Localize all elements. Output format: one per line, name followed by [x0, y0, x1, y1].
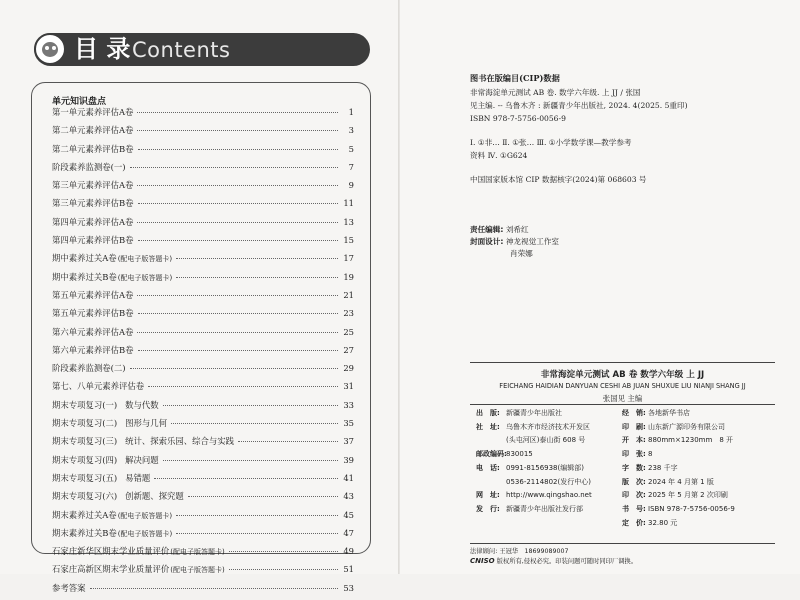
toc-page: 33 — [343, 399, 354, 410]
toc-row — [52, 380, 354, 398]
toc-title: 石家庄高新区期末学业质量评价 — [52, 564, 170, 575]
pub-label: 邮政编码: — [476, 450, 507, 459]
pub-value: 0991-8156938(编辑部) — [506, 463, 584, 472]
toc-row — [52, 527, 354, 545]
toc-leader — [163, 460, 338, 461]
toc-subtitle: 数与代数 — [125, 399, 159, 410]
cip-line: 非常海淀单元测试 AB 卷. 数学六年级. 上 JJ / 张国 — [470, 88, 641, 97]
toc-row — [52, 399, 354, 417]
toc-leader — [138, 149, 338, 150]
cip-class: 资料 Ⅳ. ①G624 — [470, 151, 528, 160]
toc-row — [52, 106, 354, 124]
toc-leader — [148, 386, 338, 387]
pub-value: 880mm×1230mm 8 开 — [648, 436, 733, 445]
toc-row — [52, 197, 354, 215]
pub-info-row — [622, 408, 690, 418]
toc-title: 阶段素养监测卷(二) — [52, 363, 126, 374]
toc-leader — [137, 112, 338, 113]
toc-page: 23 — [343, 308, 354, 319]
cip-title: 图书在版编目(CIP)数据 — [470, 73, 560, 83]
toc-subtitle: 易错题 — [125, 472, 151, 483]
pub-info-row — [622, 490, 728, 500]
toc-tag: (配电子版答题卡) — [117, 511, 173, 520]
toc-title: 第三单元素养评估B卷 — [52, 198, 134, 209]
toc-title: 期末专项复习(一) — [52, 399, 118, 410]
toc-title: 期中素养过关A卷 — [52, 253, 117, 264]
toc-page: 37 — [343, 436, 354, 447]
pub-label: 印 次: — [622, 491, 646, 500]
pub-info-row — [622, 518, 677, 528]
toc-row — [52, 344, 354, 362]
table-of-contents — [52, 106, 354, 600]
toc-title: 第四单元素养评估B卷 — [52, 235, 134, 246]
pub-info-row — [476, 408, 562, 418]
toc-leader — [176, 258, 338, 259]
divider — [470, 362, 775, 363]
pub-value: 乌鲁木齐市经济技术开发区 — [506, 422, 590, 431]
toc-title: 期末专项复习(五) — [52, 472, 118, 483]
pub-value: 830015 — [506, 450, 533, 459]
pub-info-row — [622, 477, 714, 487]
toc-title: 第七、八单元素养评估卷 — [52, 381, 145, 392]
cip-isbn: ISBN 978-7-5756-0056-9 — [470, 114, 566, 123]
pub-label: 出 版: — [476, 409, 500, 417]
banner-title-cn: 目 录 — [74, 35, 131, 63]
toc-page: 17 — [343, 253, 354, 264]
pub-label: 发 行: — [476, 504, 500, 513]
toc-page: 49 — [343, 546, 354, 557]
pub-label: 网 址: — [476, 491, 500, 500]
copyright-line: CNISO 版权所有,侵权必究。印装问题可随时同印厂调换。 — [470, 557, 638, 565]
toc-page: 21 — [343, 289, 354, 300]
toc-page: 13 — [343, 216, 354, 227]
toc-page: 15 — [343, 235, 354, 246]
toc-row — [52, 417, 354, 435]
toc-leader — [137, 130, 338, 131]
toc-row — [52, 289, 354, 307]
toc-row — [52, 472, 354, 490]
toc-leader — [130, 167, 338, 168]
pub-label: 印 刷: — [622, 422, 646, 431]
pub-info-row — [476, 504, 583, 514]
legal-advisor: 法律顾问: 王冠华 18699089007 — [470, 548, 569, 555]
toc-subtitle: 创新题、探究题 — [125, 491, 184, 502]
toc-row — [52, 161, 354, 179]
pub-label: 书 号: — [622, 504, 646, 513]
toc-row — [52, 216, 354, 234]
toc-leader — [90, 588, 339, 589]
toc-page: 31 — [343, 381, 354, 392]
toc-title: 期末专项复习(二) — [52, 418, 118, 429]
toc-tag: (配电子版答题卡) — [117, 529, 173, 538]
toc-row — [52, 179, 354, 197]
cip-class: Ⅰ. ①非… Ⅱ. ①张… Ⅲ. ①小学数学课—教学参考 — [470, 138, 632, 147]
toc-title: 第五单元素养评估A卷 — [52, 289, 134, 300]
toc-leader — [176, 277, 338, 278]
toc-tag: (配电子版答题卡) — [117, 255, 173, 264]
toc-leader — [154, 478, 338, 479]
toc-leader — [176, 533, 338, 534]
toc-tag: (配电子版答题卡) — [170, 566, 225, 575]
mascot-icon — [34, 33, 66, 65]
pub-info-row — [476, 449, 533, 459]
cover-credit-2: 肖荣娜 — [510, 249, 533, 258]
toc-title: 期末专项复习(三) — [52, 436, 118, 447]
pub-info-row — [476, 435, 585, 445]
pub-label: 印 张: — [622, 450, 646, 459]
toc-leader — [188, 496, 338, 497]
toc-title: 期末专项复习(六) — [52, 491, 118, 502]
toc-row — [52, 509, 354, 527]
toc-page: 53 — [343, 582, 354, 593]
toc-subtitle: 图形与几何 — [125, 418, 168, 429]
cip-line: 见主编. -- 乌鲁木齐 : 新疆青少年出版社, 2024. 4(2025. 5重印) — [470, 101, 688, 110]
pub-value: 新疆青少年出版社 — [506, 409, 562, 417]
editor-credit: 责任编辑: 刘希红 — [470, 225, 529, 234]
toc-page: 3 — [348, 125, 354, 136]
book-title: 非常海淀单元测试 AB 卷 数学六年级 上 JJ — [540, 370, 705, 380]
toc-leader — [130, 368, 338, 369]
pub-value: http://www.qingshao.net — [506, 491, 592, 500]
toc-page: 35 — [343, 418, 354, 429]
toc-leader — [138, 350, 338, 351]
toc-leader — [138, 240, 338, 241]
pub-value: 新疆青少年出版社发行部 — [506, 504, 583, 513]
toc-page: 19 — [343, 271, 354, 282]
pub-value: 0536-2114802(发行中心) — [506, 477, 591, 486]
toc-page: 9 — [348, 180, 354, 191]
toc-page: 7 — [348, 161, 354, 172]
toc-title: 阶段素养监测卷(一) — [52, 161, 126, 172]
pub-label: 社 址: — [476, 422, 500, 431]
book-title-pinyin: FEICHANG HAIDIAN DANYUAN CESHI AB JUAN SHUXUE LIU NIANJI SHANG JJ — [499, 382, 746, 390]
toc-title: 第二单元素养评估A卷 — [52, 125, 134, 136]
toc-heading: 单元知识盘点 — [52, 97, 107, 107]
toc-page: 47 — [343, 527, 354, 538]
toc-tag: (配电子版答题卡) — [170, 548, 225, 557]
toc-row — [52, 490, 354, 508]
pub-info-row — [476, 477, 591, 487]
toc-leader — [238, 441, 338, 442]
toc-page: 25 — [343, 326, 354, 337]
toc-row — [52, 563, 354, 581]
pub-info-row — [622, 449, 652, 459]
toc-leader — [137, 332, 338, 333]
pub-value: 8 — [648, 450, 653, 459]
toc-leader — [171, 423, 338, 424]
toc-row — [52, 143, 354, 161]
pub-label: 定 价: — [622, 518, 646, 527]
toc-leader — [137, 185, 338, 186]
toc-row — [52, 454, 354, 472]
pub-value: 32.80 元 — [648, 518, 678, 527]
pub-value: 2025 年 5 月第 2 次印刷 — [648, 491, 728, 500]
banner-title-en: Contents — [132, 38, 231, 62]
toc-leader — [229, 569, 338, 570]
pub-info-row — [622, 435, 733, 445]
chief-editor: 张国见 主编 — [602, 394, 643, 403]
toc-title: 第一单元素养评估A卷 — [52, 107, 134, 117]
toc-leader — [137, 295, 338, 296]
toc-page: 41 — [343, 472, 354, 483]
toc-leader — [229, 551, 338, 552]
toc-row — [52, 326, 354, 344]
toc-page: 45 — [343, 509, 354, 520]
toc-page: 43 — [343, 491, 354, 502]
pub-label: 电 话: — [476, 463, 500, 472]
pub-label: 开 本: — [622, 436, 646, 445]
toc-title: 期末素养过关B卷 — [52, 527, 117, 538]
toc-title: 第五单元素养评估B卷 — [52, 308, 134, 319]
toc-title: 石家庄新华区期末学业质量评价 — [52, 546, 170, 557]
toc-leader — [138, 203, 338, 204]
toc-row — [52, 271, 354, 289]
pub-value: 各地新华书店 — [648, 409, 690, 417]
divider — [470, 404, 775, 405]
pub-label: 经 销: — [622, 409, 646, 417]
pub-value: ISBN 978-7-5756-0056-9 — [648, 504, 735, 513]
pub-info-row — [622, 463, 678, 473]
toc-row — [52, 362, 354, 380]
pub-value: 238 千字 — [648, 463, 678, 472]
pub-info-row — [476, 463, 584, 473]
toc-page: 51 — [343, 564, 354, 575]
pub-info-row — [476, 422, 590, 432]
toc-title: 第六单元素养评估B卷 — [52, 344, 134, 355]
toc-title: 第四单元素养评估A卷 — [52, 216, 134, 227]
cover-credit: 封面设计: 神龙视觉工作室 — [470, 237, 559, 246]
toc-title: 期中素养过关B卷 — [52, 271, 117, 282]
pub-info-row — [622, 422, 725, 432]
pub-info-row — [622, 504, 735, 514]
pub-value: (头屯河区)泰山街 608 号 — [506, 436, 586, 445]
pub-label: 字 数: — [622, 463, 646, 472]
toc-row — [52, 307, 354, 325]
pub-value: 山东新广源印务有限公司 — [648, 422, 725, 431]
toc-title: 第三单元素养评估A卷 — [52, 180, 134, 191]
pub-label: 版 次: — [622, 477, 646, 486]
toc-leader — [176, 515, 338, 516]
toc-title: 期末素养过关A卷 — [52, 509, 117, 520]
toc-page: 1 — [348, 107, 354, 117]
toc-leader — [137, 222, 338, 223]
toc-subtitle: 统计、探索乐园、综合与实践 — [125, 436, 235, 447]
toc-page: 39 — [343, 454, 354, 465]
pub-info-row — [476, 490, 592, 500]
toc-row — [52, 252, 354, 270]
toc-row — [52, 124, 354, 142]
toc-subtitle: 解决问题 — [125, 454, 159, 465]
pub-value: 2024 年 4 月第 1 版 — [648, 477, 714, 486]
toc-page: 27 — [343, 344, 354, 355]
toc-title: 第二单元素养评估B卷 — [52, 143, 134, 154]
cip-record: 中国国家版本馆 CIP 数据核字(2024)第 068603 号 — [470, 175, 647, 184]
toc-page: 11 — [343, 198, 354, 209]
toc-row — [52, 234, 354, 252]
cniso-logo: CNISO — [470, 557, 495, 565]
toc-row — [52, 435, 354, 453]
toc-tag: (配电子版答题卡) — [117, 273, 173, 282]
toc-leader — [163, 405, 338, 406]
toc-row — [52, 582, 354, 600]
toc-title: 第六单元素养评估A卷 — [52, 326, 134, 337]
toc-page: 29 — [343, 363, 354, 374]
divider — [470, 543, 775, 544]
toc-title: 期末专项复习(四) — [52, 454, 118, 465]
toc-page: 5 — [348, 143, 354, 154]
toc-row — [52, 545, 354, 563]
toc-title: 参考答案 — [52, 582, 86, 593]
toc-leader — [138, 313, 338, 314]
